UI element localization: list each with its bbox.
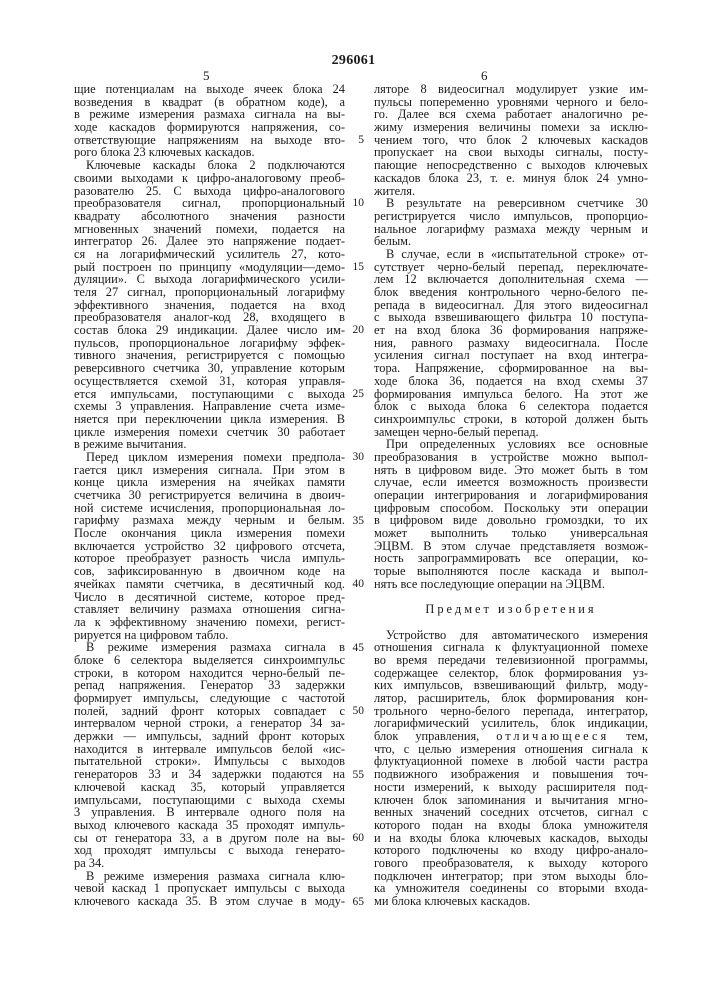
paragraph	[74, 870, 345, 908]
line-number: 50	[353, 705, 365, 718]
text-line: чевой каскад 1 пропускает импульсы с выхода	[74, 882, 345, 895]
line-number: 30	[353, 451, 365, 464]
text-line: в цифровом виде довольно громоздки, то их	[374, 514, 648, 527]
text-line: подвижного изображения и повышения точ-	[374, 768, 648, 781]
text-line: случае, если имеется возможность произвести	[374, 476, 648, 489]
line-number: 40	[353, 578, 365, 591]
text-line: пытательной строки». Импульсы с выходов	[74, 755, 345, 768]
text-line: ключевой каскад 35, который управляется	[74, 781, 345, 794]
paragraph	[374, 197, 648, 248]
right-column	[374, 83, 648, 908]
text-line: чением того, что блок 2 ключевых каскадов	[374, 134, 648, 147]
paragraph	[374, 248, 648, 438]
text-line: операции интегрирования и логарифмирования	[374, 489, 648, 502]
text-line: преобразования в устройстве можно выпол-	[374, 451, 648, 464]
text-line: включается устройство 32 цифрового отсчета,	[74, 540, 345, 553]
text-line: пропускает на свои выходы сигналы, посту-	[374, 146, 648, 159]
text-line: ких импульсов, взвешивающий фильтр, моду-	[374, 679, 648, 692]
text-line: формирует импульсы, следующие с частотой	[74, 692, 345, 705]
text-line: В результате на реверсивном счетчике 30	[374, 197, 648, 210]
text-line: блок введения контрольного черно-белого пе-	[374, 286, 648, 299]
text-line: ся на логарифмический усилитель 27, кото-	[74, 248, 345, 261]
paragraph	[374, 591, 648, 629]
text-line: ключен блок запоминания и вычитания мгно-	[374, 794, 648, 807]
line-number: 60	[353, 832, 365, 845]
text-line: и на входы блока ключевых каскадов, выходы	[374, 832, 648, 845]
text-line: Ключевые каскады блока 2 подключаются	[74, 159, 345, 172]
text-line: сутствует черно-белый перепад, переключате-	[374, 261, 648, 274]
text-line: Число в десятичной системе, которое пред-	[74, 591, 345, 604]
text-line: каскадов блока 23, т. е. минуя блок 24 умно-	[374, 172, 648, 185]
text-line: няется при переключении цикла измерения. В	[74, 413, 345, 426]
blank-line	[374, 616, 648, 629]
text-line: импульсами, поступающими с выхода схемы	[74, 794, 345, 807]
text-line: нять все последующие операции на ЭЦВМ.	[374, 578, 648, 591]
paragraph	[374, 83, 648, 197]
paragraph	[74, 641, 345, 869]
text-line: в режиме измерения размаха сигнала на вы-	[74, 108, 345, 121]
page-number-right: 6	[481, 68, 488, 84]
text-line: рого блока 23 ключевых каскадов.	[74, 146, 345, 159]
text-line: блоке 6 селектора выделяется синхроимпульс	[74, 654, 345, 667]
text-line: сы от генератора 33, а в другом поле на вы-	[74, 832, 345, 845]
text-line: ходе блока 36, подается на вход схемы 37	[374, 375, 648, 388]
text-line: ляторе 8 видеосигнал модулирует узкие им-	[374, 83, 648, 96]
text-line: ность запрограммировать все операции, ко-	[374, 552, 648, 565]
text-line: дуляции». С выхода логарифмического усили-	[74, 273, 345, 286]
text-line: ЭЦВМ. В этом случае представляетя возмож-	[374, 540, 648, 553]
text-line: гается цикл измерения сигнала. При этом в	[74, 464, 345, 477]
text-line: счетчика 30 регистрируется величина в двоич-	[74, 489, 345, 502]
text-line: жиму измерения величины помехи за исклю-	[374, 121, 648, 134]
text-line: во время передачи телевизионной программы,	[374, 654, 648, 667]
line-number: 5	[358, 134, 364, 147]
text-line: строки, в котором находится черно-белый пе-	[74, 667, 345, 680]
emphasized-term: отличающееся	[496, 729, 609, 743]
text-line: замещен черно-белый перепад.	[374, 426, 648, 439]
text-line: ставляет величину размаха отношения сигна-	[74, 603, 345, 616]
text-line: щие потенциалам на выходе ячеек блока 24	[74, 83, 345, 96]
text-line: которое преобразует разность числа импуль-	[74, 552, 345, 565]
text-line: лятор, расширитель, блок формирования кон-	[374, 692, 648, 705]
text-line: что, с целью измерения отношения сигнала к	[374, 743, 648, 756]
paragraph	[374, 438, 648, 590]
text-line: находится в интервале импульсов белой «ис-	[74, 743, 345, 756]
text-line: мгновенных значений помехи, подается на	[74, 223, 345, 236]
text-line: ка умножителя соединены со вторыми входа-	[374, 882, 648, 895]
text-line	[374, 730, 648, 743]
text-line: полей, задний фронт которых совпадает с	[74, 705, 345, 718]
patent-number: 296061	[0, 53, 707, 69]
line-number: 65	[353, 896, 365, 909]
text-line: формирования импульса белого. На этот же	[374, 388, 648, 401]
text-line: которого подан на входы блока умножителя	[374, 819, 648, 832]
text-line: конце цикла измерения на ячейках памяти	[74, 476, 345, 489]
text-line: интегратор 26. Далее это напряжение подает-	[74, 235, 345, 248]
line-number: 20	[353, 324, 365, 337]
paragraph	[74, 83, 345, 159]
text-line: тора. Напряжение, сформированное на вы-	[374, 362, 648, 375]
text-line: В режиме измерения размаха сигнала клю-	[74, 870, 345, 883]
text-line: с выхода взвешивающего фильтра 10 поступа-	[374, 311, 648, 324]
text-line: пающие непосредственно с выходов ключевых	[374, 159, 648, 172]
text-line: осуществляется схемой 31, которая управля-	[74, 375, 345, 388]
text-line: теля 27 сигнал, пропорциональный логарифму	[74, 286, 345, 299]
line-number: 45	[353, 642, 365, 655]
line-number: 10	[353, 197, 365, 210]
text-line: репад напряжения. Генератор 33 задержки	[74, 679, 345, 692]
text-line: усиления сигнал поступает на вход интегра-	[374, 349, 648, 362]
text-line: эффективного значения, подается на вход	[74, 299, 345, 312]
text-line: тивного значения, регистрируется с помощью	[74, 349, 345, 362]
page-number-left: 5	[203, 68, 210, 84]
text-line: ется импульсами, поступающими с выхода	[74, 388, 345, 401]
text-line: нять в цифровом виде. Это может быть в том	[374, 464, 648, 477]
text-line: торые выполняются после каскада и выпол-	[374, 565, 648, 578]
text-line: разователю 25. С выхода цифро-аналогового	[74, 185, 345, 198]
text-line: жителя.	[374, 185, 648, 198]
text-line: гарифму размаха между черным и белым.	[74, 514, 345, 527]
text-line: которого подключены ко входу цифро-анало-	[374, 844, 648, 857]
text-line: ми блока ключевых каскадов.	[374, 895, 648, 908]
text-line: синхроимпульс строки, в которой должен быть	[374, 413, 648, 426]
text-line: ячейках памяти счетчика, в десятичный код.	[74, 578, 345, 591]
line-number: 35	[353, 515, 365, 528]
text-line: В режиме измерения размаха сигнала в	[74, 641, 345, 654]
text-line: нальное логарифму размаха между черным и	[374, 223, 648, 236]
text-line: в режиме вычитания.	[74, 438, 345, 451]
text-line: ет на вход блока 36 формирования напряже-	[374, 324, 648, 337]
text-line: 3 управления. В интервале одного поля на	[74, 806, 345, 819]
text-line: пульсы попеременно уровнями черного и бело-	[374, 96, 648, 109]
text-line: Перед циклом измерения помехи предпола-	[74, 451, 345, 464]
text-line: рый построен по принципу «модуляции—демо-	[74, 261, 345, 274]
text-line: венных значений соседних отсчетов, сигнал с	[374, 806, 648, 819]
text-line: ходе каскадов формируются напряжения, со-	[74, 121, 345, 134]
text-line: генераторов 33 и 34 задержки подаются на	[74, 768, 345, 781]
text-line: схемы 3 управления. Направление счета изме-	[74, 400, 345, 413]
text-line: интервалом черной строки, а генератор 34 за-	[74, 717, 345, 730]
text-line: ла к эффективному значению помехи, регист-	[74, 616, 345, 629]
text-line: лем 12 включается дополнительная схема —	[374, 273, 648, 286]
text-line: гового преобразователя, к выходу которого	[374, 857, 648, 870]
text-line: При определенных условиях все основные	[374, 438, 648, 451]
line-number: 15	[353, 261, 365, 274]
line-number: 55	[353, 769, 365, 782]
paragraph	[74, 159, 345, 451]
text-line: го. Далее вся схема работает аналогично ре-	[374, 108, 648, 121]
paragraph	[374, 629, 648, 908]
text-segment: блок управления,	[374, 729, 479, 743]
text-line: квадрату абсолютного значения разности	[74, 210, 345, 223]
text-line: ности измерений, к выходу расширителя под-	[374, 781, 648, 794]
text-line: содержащее селектор, блок формирования уз-	[374, 667, 648, 680]
text-line: блок с выхода блока 6 селектора подается	[374, 400, 648, 413]
text-line: состав блока 29 индикации. Далее число им-	[74, 324, 345, 337]
text-line: ключевого каскада 35. В этом случае в моду-	[74, 895, 345, 908]
text-line: цифровым способом. Поскольку эти операции	[374, 502, 648, 515]
text-line: сов, зафиксированную в двоичном коде на	[74, 565, 345, 578]
text-line: может выполнить только универсальная	[374, 527, 648, 540]
text-line: пульсов, пропорциональное логарифму эффек-	[74, 337, 345, 350]
text-line: рируется на цифровом табло.	[74, 629, 345, 642]
text-line: своими выходами к цифро-аналоговому преоб-	[74, 172, 345, 185]
text-segment: тем,	[626, 729, 648, 743]
text-line: ния, равного размаху видеосигнала. После	[374, 337, 648, 350]
text-line: В случае, если в «испытательной строке» от-	[374, 248, 648, 261]
section-heading: Предмет изобретения	[374, 603, 648, 616]
left-column	[74, 83, 345, 908]
text-line: цикле измерения помехи счетчик 30 работает	[74, 426, 345, 439]
text-line: ход проходят импульсы с выхода генерато-	[74, 844, 345, 857]
text-line: выход ключевого каскада 35 проходят импуль-	[74, 819, 345, 832]
text-line: подключен интегратор; при этом выходы бло-	[374, 870, 648, 883]
text-line: После окончания цикла измерения помехи	[74, 527, 345, 540]
text-line: белым.	[374, 235, 648, 248]
text-line: ной системе исчисления, пропорциональная ло-	[74, 502, 345, 515]
text-line: регистрируется число импульсов, пропорцио-	[374, 210, 648, 223]
text-line: ра 34.	[74, 857, 345, 870]
text-line: реверсивного счетчика 30, управление которым	[74, 362, 345, 375]
text-line: преобразователя сигнал, пропорциональный	[74, 197, 345, 210]
text-line: держки — импульсы, задний фронт которых	[74, 730, 345, 743]
line-number: 25	[353, 388, 365, 401]
text-line: логарифмический усилитель, блок индикации,	[374, 717, 648, 730]
paragraph	[74, 451, 345, 641]
text-line: возведения в квадрат (в обратном коде), а	[74, 96, 345, 109]
text-line: ответствующие напряжениям на выходе вто-	[74, 134, 345, 147]
text-line: отношения сигнала к флуктуационной помехе	[374, 641, 648, 654]
text-line: Устройство для автоматического измерения	[374, 629, 648, 642]
text-line: флуктуационной помехе в любой части растра	[374, 755, 648, 768]
text-line: репада в видеосигнал. Для этого видеосигнал	[374, 299, 648, 312]
text-line: преобразователя аналог-код 28, входящего в	[74, 311, 345, 324]
text-line: трольного черно-белого перепада, интегратор,	[374, 705, 648, 718]
